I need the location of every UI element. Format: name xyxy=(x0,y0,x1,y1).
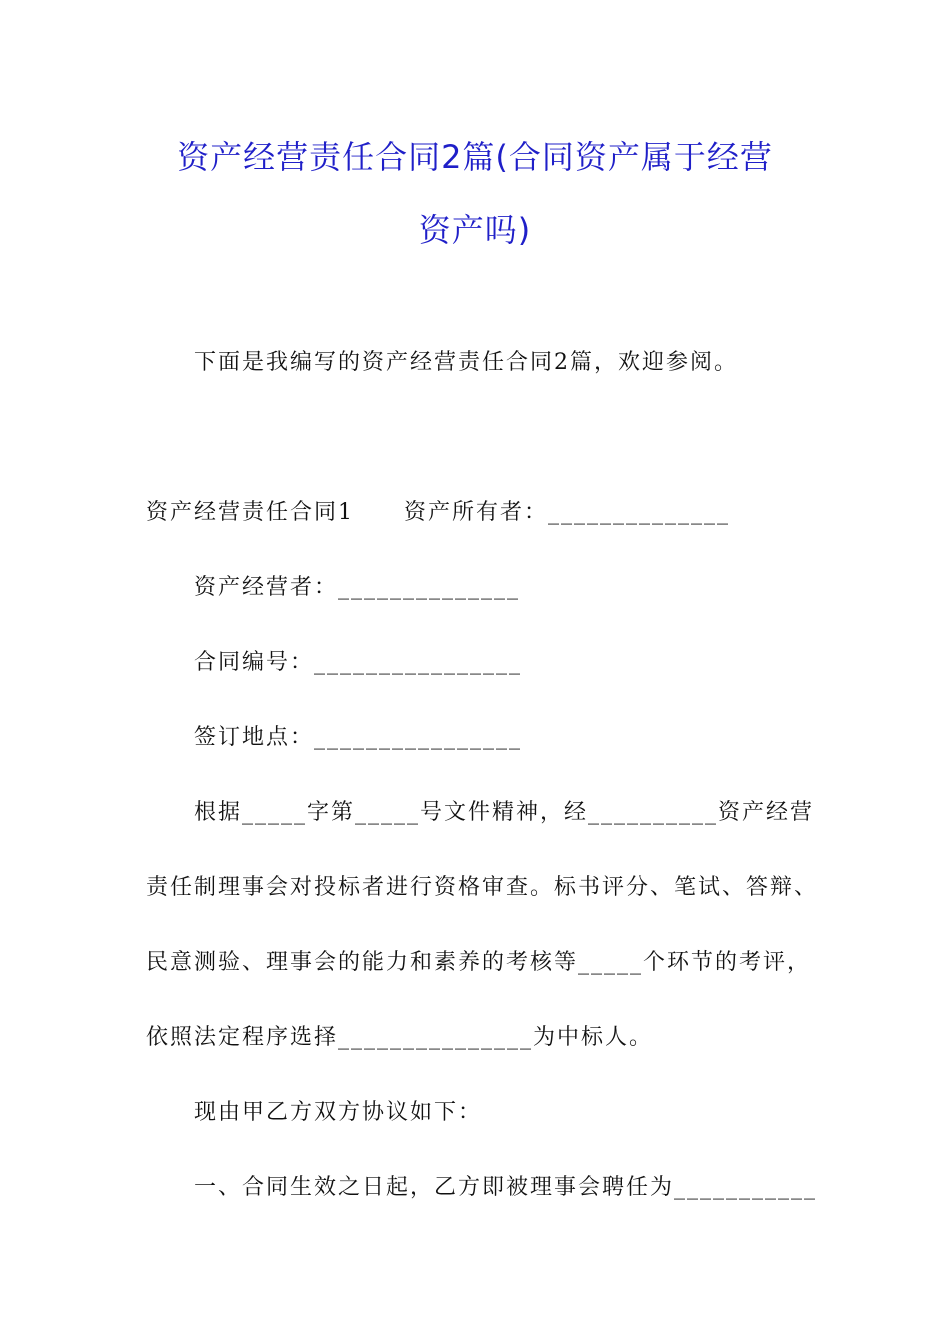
paragraph-2: 现由甲乙方双方协议如下： xyxy=(194,1100,483,1125)
section-heading: 资产经营责任合同1 xyxy=(146,500,354,525)
paragraph-1-line-2: 责任制理事会对投标者进行资格审查。标书评分、笔试、答辩、 xyxy=(146,875,819,900)
contract-number-field: 合同编号：________________ xyxy=(194,650,523,675)
asset-operator-field: 资产经营者：______________ xyxy=(194,575,521,600)
paragraph-1-line-1: 根据_____字第_____号文件精神，经__________资产经营 xyxy=(194,800,815,825)
paragraph-1-line-3: 民意测验、理事会的能力和素养的考核等_____个环节的考评， xyxy=(146,950,812,975)
signing-place-field: 签订地点：________________ xyxy=(194,725,523,750)
document-title-line-2: 资产吗) xyxy=(418,211,532,249)
paragraph-3: 一、合同生效之日起，乙方即被理事会聘任为___________ xyxy=(194,1175,818,1200)
intro-paragraph: 下面是我编写的资产经营责任合同2篇，欢迎参阅。 xyxy=(194,350,738,375)
section-heading-row xyxy=(146,495,730,526)
document-title-line-1: 资产经营责任合同2篇(合同资产属于经营 xyxy=(177,138,773,176)
asset-owner-field: 资产所有者：______________ xyxy=(404,500,731,525)
paragraph-1-line-4: 依照法定程序选择_______________为中标人。 xyxy=(146,1025,654,1050)
